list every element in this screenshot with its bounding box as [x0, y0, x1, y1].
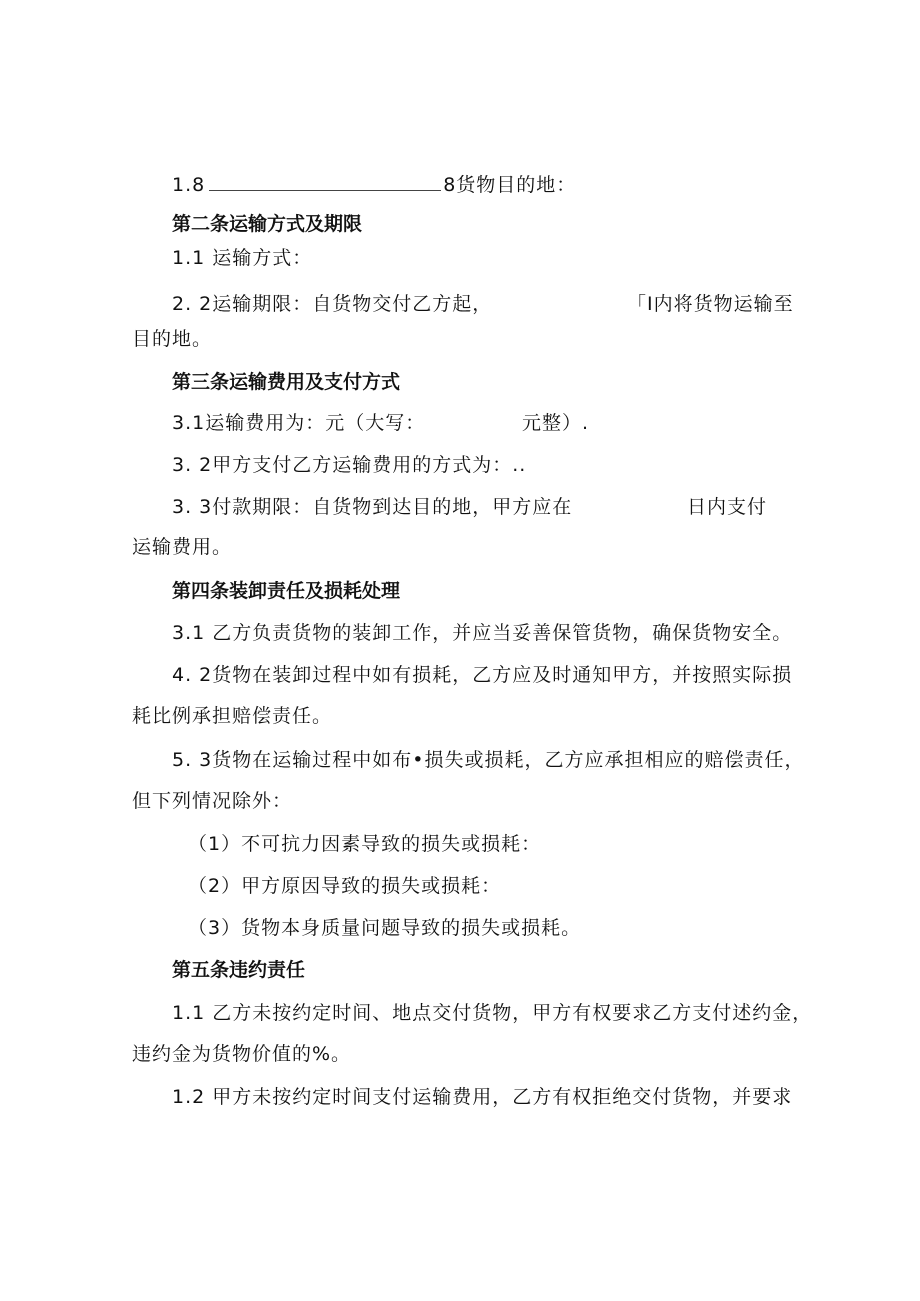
clause-5-2-line-a: 1.2 甲方未按约定时间支付运输费用，乙方有权拒绝交付货物，并要求: [172, 1086, 793, 1108]
clause-3-1-line-a: 3.1运输费用为：元（大写：: [172, 412, 426, 434]
clause-3-3-line-c: 运输费用。: [132, 536, 233, 558]
heading-article-3: 第三条运输费用及支付方式: [172, 371, 401, 393]
clause-5-3-line-a: 5. 3货物在运输过程中如布•损失或损耗，乙方应承担相应的赔偿责任，: [172, 749, 805, 771]
clause-4-2-line-a: 4. 2货物在装卸过程中如有损耗，乙方应及时通知甲方，并按照实际损: [172, 664, 793, 686]
heading-article-4: 第四条装卸责任及损耗处理: [172, 580, 401, 602]
clause-3-3-line-a: 3. 3付款期限：自货物到达目的地，甲方应在: [172, 496, 573, 518]
exception-item-1: （1）不可抗力因素导致的损失或损耗：: [188, 833, 542, 855]
heading-article-5: 第五条违约责任: [172, 959, 306, 981]
clause-5-3-line-b: 但下列情况除外：: [132, 790, 293, 812]
clause-number: 1.8: [172, 174, 206, 196]
clause-3-3-line-b: 日内支付: [687, 496, 768, 518]
clause-2-2-line-b: 「I内将货物运输至: [627, 293, 794, 315]
clause-2-2-line-a: 2. 2运输期限：自货物交付乙方起，: [172, 293, 493, 315]
exception-item-3: （3）货物本身质量问题导致的损失或损耗。: [188, 917, 582, 939]
clause-1-8: [172, 173, 576, 197]
clause-3-1-line-b: 元整）.: [522, 412, 590, 434]
clause-1-1-transport-method: 1.1 运输方式：: [172, 247, 313, 269]
clause-2-2-line-c: 目的地。: [132, 328, 213, 350]
clause-4-2-line-b: 耗比例承担赔偿责任。: [132, 705, 333, 727]
clause-3-2: 3. 2甲方支付乙方运输费用的方式为：..: [172, 454, 527, 476]
heading-article-2: 第二条运输方式及期限: [172, 213, 363, 235]
clause-5-1-line-a: 1.1 乙方未按约定时间、地点交付货物，甲方有权要求乙方支付述约金，: [172, 1002, 813, 1024]
fill-blank-line: [209, 174, 441, 191]
clause-5-1-line-b: 违约金为货物价值的%。: [132, 1043, 352, 1065]
exception-item-2: （2）甲方原因导致的损失或损耗：: [188, 875, 502, 897]
clause-text: 8货物目的地：: [443, 174, 577, 196]
clause-4-1: 3.1 乙方负责货物的装卸工作，并应当妥善保管货物，确保货物安全。: [172, 622, 793, 644]
